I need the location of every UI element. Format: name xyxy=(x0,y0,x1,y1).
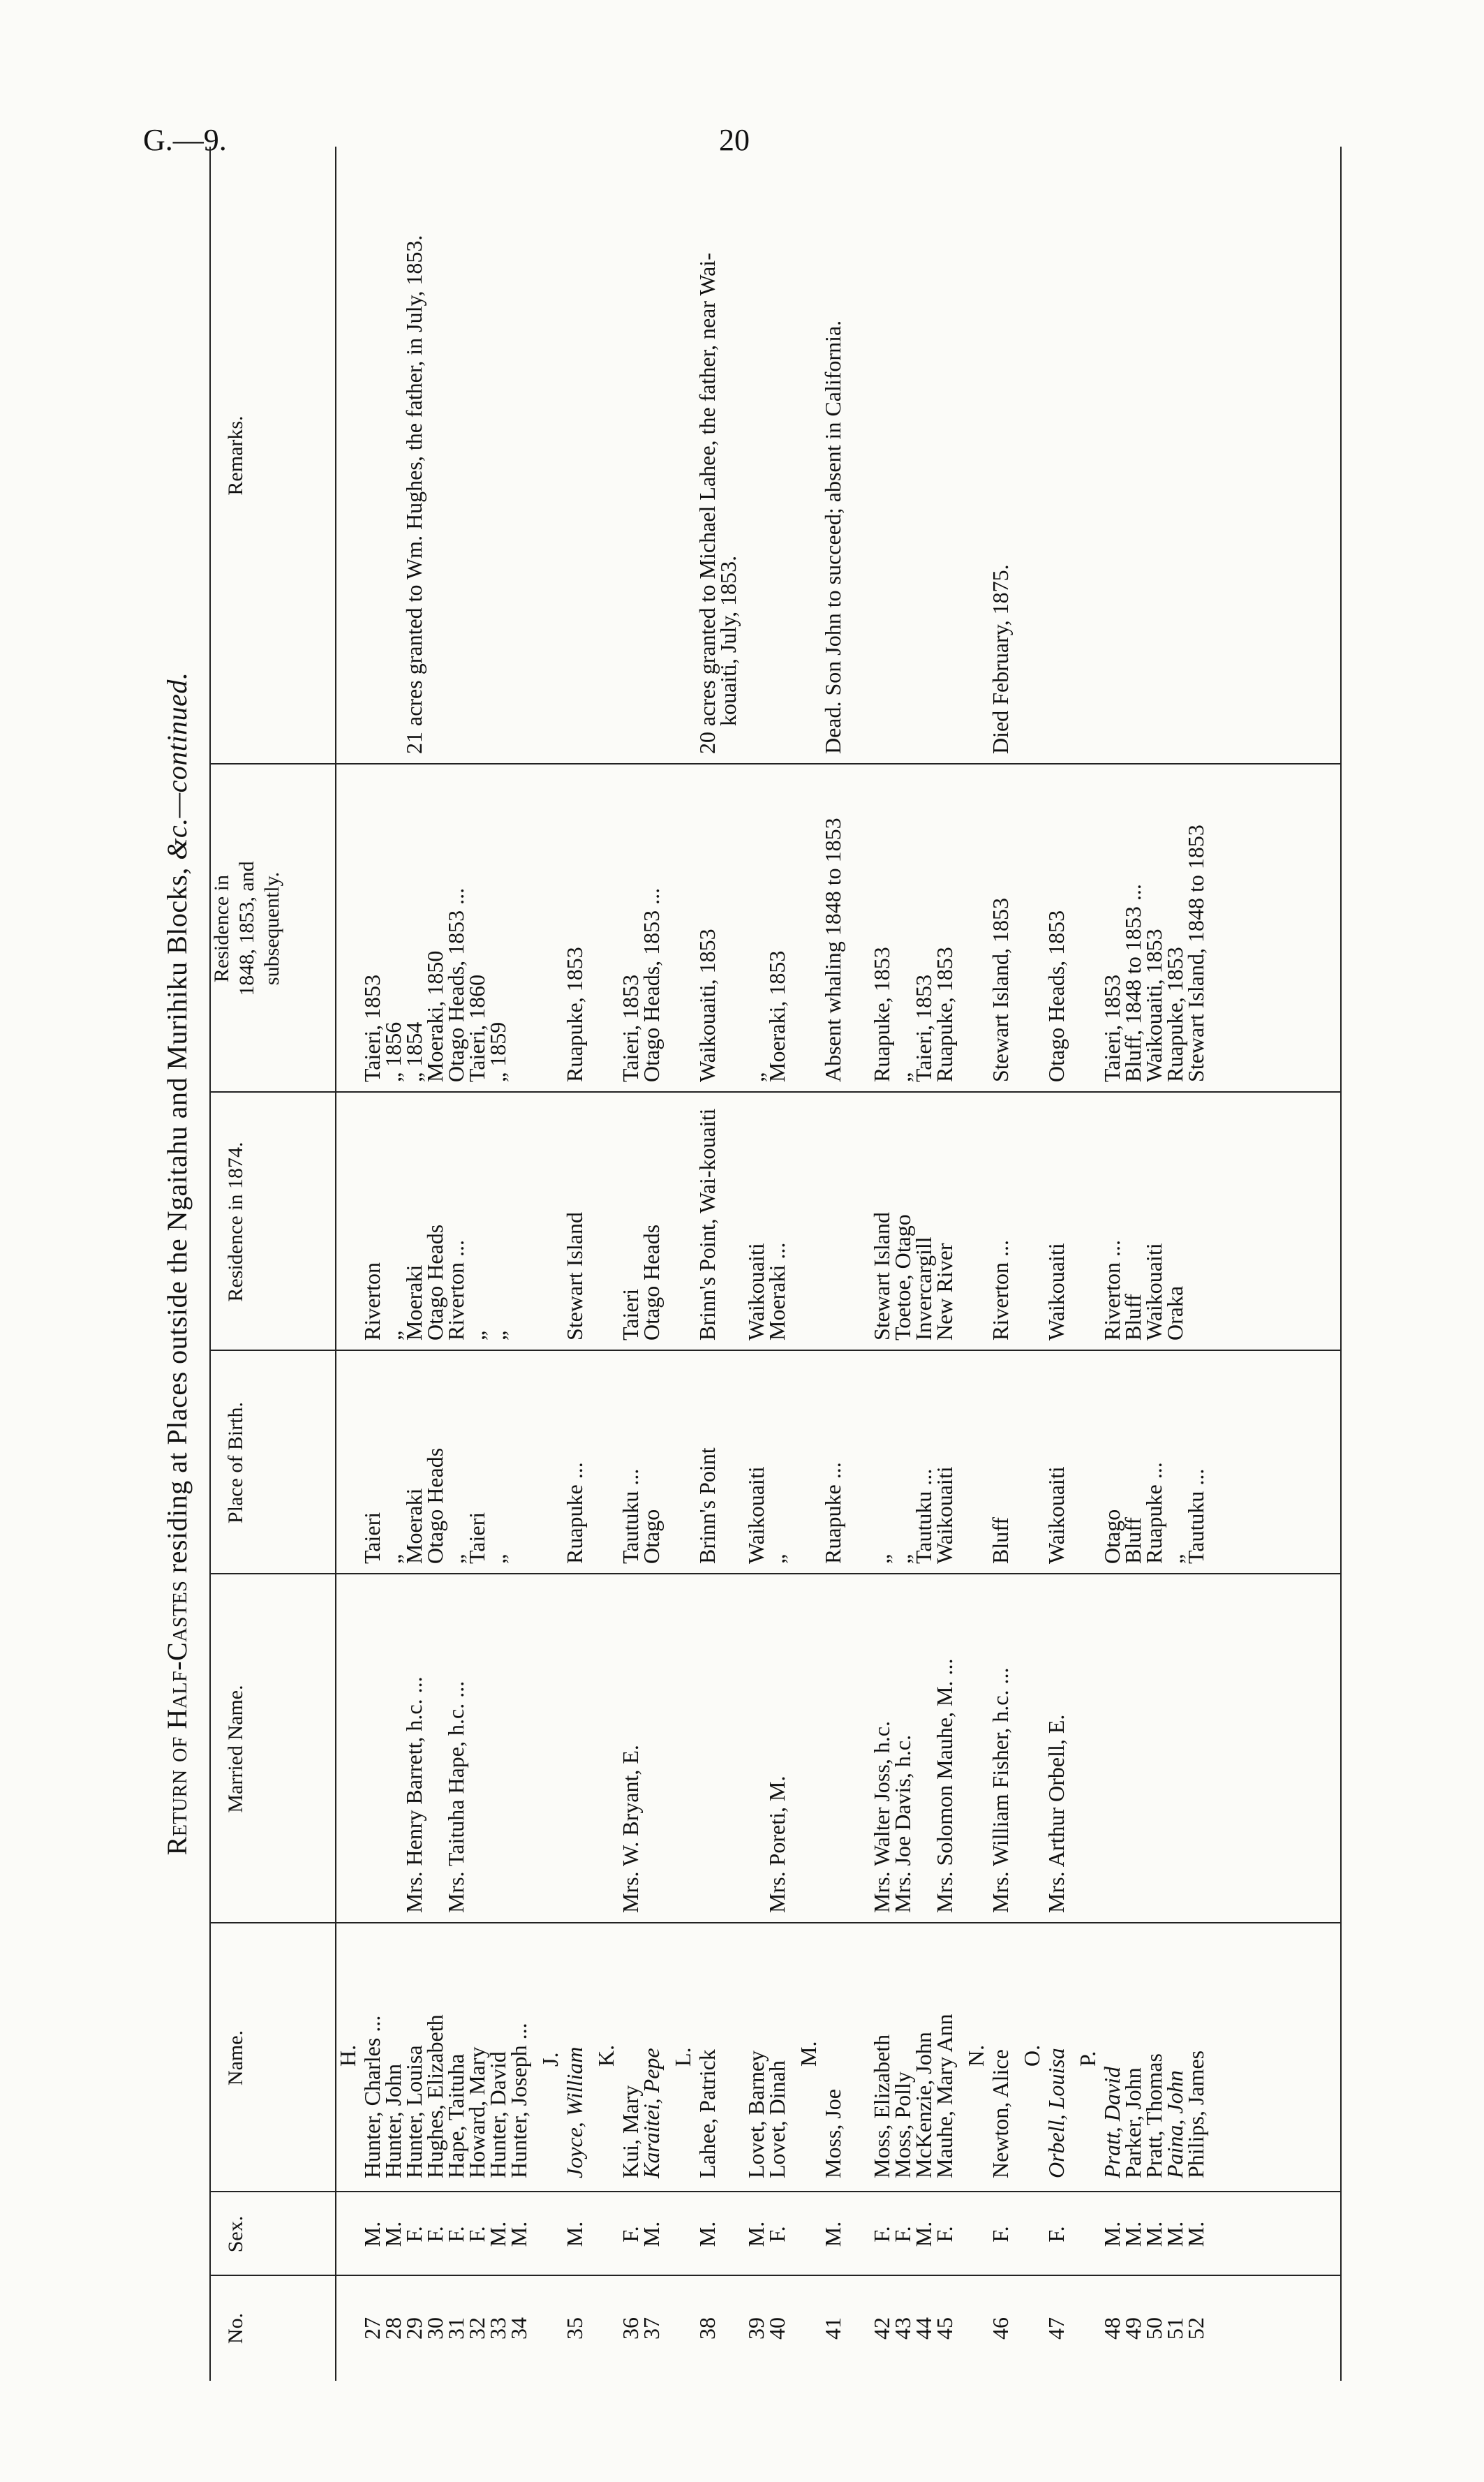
cell-name: McKenzie, John xyxy=(911,2032,936,2178)
cell-birth: Waikouaiti xyxy=(743,1466,769,1564)
col-header-remarks: Remarks. xyxy=(224,415,247,496)
cell-res1874: Stewart Island xyxy=(562,1212,587,1340)
cell-birth: Ruapuke ... xyxy=(1141,1462,1166,1564)
remark-r3: Dead. Son John to succeed; absent in California. xyxy=(820,320,845,754)
cell-res1874: „ xyxy=(485,1330,510,1340)
letter-heading: K. xyxy=(593,2044,618,2067)
cell-name: Lovet, Barney xyxy=(743,2050,769,2178)
cell-sex: M. xyxy=(506,2221,531,2247)
col-separator xyxy=(209,1922,1340,1923)
cell-name: Joyce, William xyxy=(562,2046,587,2178)
cell-no: 31 xyxy=(443,2317,468,2340)
cell-married: Mrs. W. Bryant, E. xyxy=(618,1745,643,1913)
cell-hist: „ xyxy=(890,1072,915,1082)
col-separator xyxy=(209,1350,1340,1351)
cell-sex: M. xyxy=(743,2221,769,2247)
cell-res1874: Waikouaiti xyxy=(1141,1243,1166,1340)
cell-sex: M. xyxy=(1162,2221,1187,2247)
cell-sex: M. xyxy=(639,2221,664,2247)
cell-sex: M. xyxy=(359,2221,385,2247)
cell-sex: M. xyxy=(380,2221,406,2247)
cell-birth: Waikouaiti xyxy=(932,1466,957,1564)
cell-married: Mrs. Walter Joss, h.c. xyxy=(869,1720,894,1913)
cell-sex: F. xyxy=(988,2226,1013,2243)
cell-sex: M. xyxy=(695,2221,720,2247)
cell-birth: „ xyxy=(764,1553,789,1564)
cell-res1874: Otago Heads xyxy=(422,1224,447,1340)
col-header-name: Name. xyxy=(224,2030,247,2086)
cell-name: Lahee, Patrick xyxy=(695,2049,720,2178)
res-hist-line: 1848, 1853, and xyxy=(235,861,258,996)
cell-res1874: Riverton xyxy=(359,1262,385,1340)
cell-no: 35 xyxy=(562,2317,587,2340)
cell-hist: „ 1854 xyxy=(401,1021,426,1082)
cell-hist: Taieri, 1853 xyxy=(1099,974,1125,1082)
cell-married: Mrs. Henry Barrett, h.c. ... xyxy=(401,1676,426,1913)
letter-heading: O. xyxy=(1019,2044,1044,2067)
cell-birth: Otago xyxy=(1099,1509,1125,1564)
cell-name: Hunter, David xyxy=(485,2051,510,2178)
cell-no: 42 xyxy=(869,2317,894,2340)
cell-res1874: Waikouaiti xyxy=(743,1243,769,1340)
cell-sex: M. xyxy=(1141,2221,1166,2247)
cell-hist: Absent whaling 1848 to 1853 xyxy=(820,818,845,1082)
cell-hist: Moeraki, 1850 xyxy=(422,950,447,1082)
cell-res1874: Oraka xyxy=(1162,1285,1187,1340)
col-separator xyxy=(209,1091,1340,1093)
cell-birth: „ xyxy=(1162,1553,1187,1564)
table-bottom-rule xyxy=(1340,147,1342,2381)
cell-res1874: Taieri xyxy=(618,1288,643,1340)
cell-birth: Ruapuke ... xyxy=(820,1462,845,1564)
cell-birth: Taieri xyxy=(359,1512,385,1564)
cell-sex: M. xyxy=(1183,2221,1208,2247)
cell-sex: F. xyxy=(932,2226,957,2243)
cell-name: Pratt, Thomas xyxy=(1141,2053,1166,2178)
cell-married: Mrs. William Fisher, h.c. ... xyxy=(988,1667,1013,1913)
document-id: G.—9. xyxy=(143,123,227,157)
table-title xyxy=(161,147,193,2381)
cell-name: Hunter, John xyxy=(380,2063,406,2178)
cell-res1874: Waikouaiti xyxy=(1044,1243,1069,1340)
cell-married: Mrs. Joe Davis, h.c. xyxy=(890,1734,915,1913)
col-header-res1874: Residence in 1874. xyxy=(224,1142,247,1302)
cell-name: Hunter, Joseph ... xyxy=(506,2023,531,2178)
cell-name: Orbell, Louisa xyxy=(1044,2048,1069,2178)
cell-birth: „ xyxy=(890,1553,915,1564)
cell-res1874: „ xyxy=(380,1330,406,1340)
cell-hist: Ruapuke, 1853 xyxy=(1162,947,1187,1082)
col-separator xyxy=(209,763,1340,764)
cell-res1874: „ xyxy=(464,1330,489,1340)
cell-name: Hunter, Louisa xyxy=(401,2045,426,2178)
cell-birth: Ruapuke ... xyxy=(562,1462,587,1564)
cell-birth: Tautuku ... xyxy=(1183,1468,1208,1564)
cell-name: Moss, Polly xyxy=(890,2071,915,2178)
cell-birth: Waikouaiti xyxy=(1044,1466,1069,1564)
cell-sex: M. xyxy=(911,2221,936,2247)
letter-heading: J. xyxy=(537,2052,563,2067)
cell-res1874: Bluff xyxy=(1120,1294,1145,1340)
title-suffix: &c.—continued. xyxy=(161,672,193,860)
cell-name: Karaitei, Pepe xyxy=(639,2048,664,2178)
cell-no: 30 xyxy=(422,2317,447,2340)
remark-r4: Died February, 1875. xyxy=(988,564,1013,754)
title-middle: residing at Places outside the Ngaitahu and Murihiku Blocks, xyxy=(161,859,193,1581)
cell-no: 27 xyxy=(359,2317,385,2340)
letter-heading: H. xyxy=(335,2044,360,2067)
letter-heading: L. xyxy=(670,2047,695,2067)
col-header-birth: Place of Birth. xyxy=(224,1401,247,1524)
cell-no: 50 xyxy=(1141,2317,1166,2340)
cell-sex: F. xyxy=(869,2226,894,2243)
cell-name: Hughes, Elizabeth xyxy=(422,2014,447,2178)
cell-no: 51 xyxy=(1162,2317,1187,2340)
cell-name: Hape, Taituha xyxy=(443,2053,468,2178)
cell-name: Lovet, Dinah xyxy=(764,2060,789,2178)
res-hist-line: Residence in xyxy=(210,874,233,983)
cell-hist: Otago Heads, 1853 xyxy=(1044,910,1069,1082)
cell-birth: Brinn's Point xyxy=(695,1447,720,1564)
cell-birth: „ xyxy=(485,1553,510,1564)
cell-no: 29 xyxy=(401,2317,426,2340)
cell-sex: M. xyxy=(820,2221,845,2247)
cell-hist: Taieri, 1853 xyxy=(911,974,936,1082)
cell-sex: F. xyxy=(618,2226,643,2243)
cell-res1874: New River xyxy=(932,1243,957,1340)
table-top-rule xyxy=(209,147,211,2381)
cell-no: 52 xyxy=(1183,2317,1208,2340)
cell-no: 40 xyxy=(764,2317,789,2340)
cell-name: Moss, Joe xyxy=(820,2088,845,2178)
cell-hist: Waikouaiti, 1853 xyxy=(695,929,720,1082)
cell-sex: M. xyxy=(1099,2221,1125,2247)
col-header-no: No. xyxy=(224,2312,247,2344)
rotated-table xyxy=(161,147,1361,2381)
cell-birth: Bluff xyxy=(1120,1517,1145,1564)
cell-birth: „ xyxy=(380,1553,406,1564)
cell-name: Paina, John xyxy=(1162,2070,1187,2178)
remark-r2b: kouaiti, July, 1853. xyxy=(715,555,741,726)
cell-married: Mrs. Poreti, M. xyxy=(764,1775,789,1913)
cell-married: Mrs. Solomon Mauhe, M. ... xyxy=(932,1658,957,1913)
cell-birth: „ xyxy=(869,1553,894,1564)
cell-hist: Otago Heads, 1853 ... xyxy=(639,887,664,1082)
cell-name: Philips, James xyxy=(1183,2050,1208,2178)
cell-name: Hunter, Charles ... xyxy=(359,2015,385,2178)
cell-hist: Taieri, 1853 xyxy=(359,974,385,1082)
cell-no: 47 xyxy=(1044,2317,1069,2340)
cell-sex: F. xyxy=(1044,2226,1069,2243)
cell-sex: F. xyxy=(764,2226,789,2243)
cell-res1874: Riverton ... xyxy=(1099,1240,1125,1340)
cell-name: Pratt, David xyxy=(1099,2067,1125,2178)
title-prefix: Return of Half-Castes xyxy=(161,1580,193,1856)
cell-no: 37 xyxy=(639,2317,664,2340)
cell-res1874: Otago Heads xyxy=(639,1224,664,1340)
cell-res1874: Moeraki ... xyxy=(764,1242,789,1340)
cell-sex: F. xyxy=(422,2226,447,2243)
col-separator xyxy=(209,1573,1340,1574)
remark-r2a: 20 acres granted to Michael Lahee, the father, near Wai- xyxy=(695,253,720,754)
cell-res1874: Riverton ... xyxy=(443,1240,468,1340)
cell-hist: „ 1859 xyxy=(485,1021,510,1082)
cell-no: 36 xyxy=(618,2317,643,2340)
cell-res1874: Stewart Island xyxy=(869,1212,894,1340)
cell-sex: M. xyxy=(562,2221,587,2247)
cell-married: Mrs. Taituha Hape, h.c. ... xyxy=(443,1680,468,1913)
cell-res1874: Invercargill xyxy=(911,1236,936,1340)
cell-no: 43 xyxy=(890,2317,915,2340)
cell-hist: „ xyxy=(743,1072,769,1082)
cell-sex: F. xyxy=(464,2226,489,2243)
cell-hist: „ 1856 xyxy=(380,1021,406,1082)
cell-sex: F. xyxy=(443,2226,468,2243)
cell-married: Mrs. Arthur Orbell, E. xyxy=(1044,1714,1069,1913)
cell-no: 48 xyxy=(1099,2317,1125,2340)
cell-hist: Bluff, 1848 to 1853 ... xyxy=(1120,884,1145,1082)
cell-name: Mauhe, Mary Ann xyxy=(932,2014,957,2178)
cell-name: Newton, Alice xyxy=(988,2049,1013,2178)
cell-name: Howard, Mary xyxy=(464,2046,489,2178)
letter-heading: M. xyxy=(796,2041,821,2067)
cell-sex: F. xyxy=(401,2226,426,2243)
cell-sex: F. xyxy=(890,2226,915,2243)
cell-hist: Ruapuke, 1853 xyxy=(869,947,894,1082)
cell-res1874: Brinn's Point, Wai-kouaiti xyxy=(695,1108,720,1340)
cell-birth: Taieri xyxy=(464,1512,489,1564)
cell-res1874: Riverton ... xyxy=(988,1240,1013,1340)
res-hist-line: subsequently. xyxy=(260,871,283,986)
col-header-married: Married Name. xyxy=(224,1685,247,1813)
cell-hist: Waikouaiti, 1853 xyxy=(1141,929,1166,1082)
cell-hist: Ruapuke, 1853 xyxy=(932,947,957,1082)
cell-birth: Bluff xyxy=(988,1517,1013,1564)
letter-heading: N. xyxy=(963,2044,988,2067)
cell-hist: Taieri, 1860 xyxy=(464,974,489,1082)
cell-no: 28 xyxy=(380,2317,406,2340)
cell-birth: „ xyxy=(443,1553,468,1564)
cell-no: 32 xyxy=(464,2317,489,2340)
cell-hist: Otago Heads, 1853 ... xyxy=(443,887,468,1082)
cell-hist: Stewart Island, 1853 xyxy=(988,898,1013,1082)
cell-birth: Tautuku ... xyxy=(911,1468,936,1564)
col-header-sex: Sex. xyxy=(224,2215,247,2253)
cell-no: 44 xyxy=(911,2317,936,2340)
remark-r1: 21 acres granted to Wm. Hughes, the father, in July, 1853. xyxy=(401,235,426,754)
cell-no: 46 xyxy=(988,2317,1013,2340)
cell-name: Moss, Elizabeth xyxy=(869,2034,894,2178)
cell-res1874: Moeraki xyxy=(401,1264,426,1340)
cell-no: 41 xyxy=(820,2317,845,2340)
col-header-res-history xyxy=(209,764,285,1093)
cell-name: Kui, Mary xyxy=(618,2085,643,2178)
cell-no: 45 xyxy=(932,2317,957,2340)
cell-sex: M. xyxy=(485,2221,510,2247)
cell-no: 39 xyxy=(743,2317,769,2340)
cell-name: Parker, John xyxy=(1120,2067,1145,2178)
letter-heading: P. xyxy=(1075,2051,1100,2067)
cell-birth: Otago xyxy=(639,1509,664,1564)
cell-hist: Moeraki, 1853 xyxy=(764,950,789,1082)
cell-hist: Taieri, 1853 xyxy=(618,974,643,1082)
page-number: 20 xyxy=(719,123,750,157)
cell-hist: Stewart Island, 1848 to 1853 xyxy=(1183,825,1208,1082)
cell-birth: Otago Heads xyxy=(422,1447,447,1564)
cell-no: 34 xyxy=(506,2317,531,2340)
cell-no: 38 xyxy=(695,2317,720,2340)
cell-no: 49 xyxy=(1120,2317,1145,2340)
cell-sex: M. xyxy=(1120,2221,1145,2247)
cell-birth: Moeraki xyxy=(401,1488,426,1564)
cell-hist: Ruapuke, 1853 xyxy=(562,947,587,1082)
cell-no: 33 xyxy=(485,2317,510,2340)
cell-birth: Tautuku ... xyxy=(618,1468,643,1564)
cell-res1874: Toetoe, Otago xyxy=(890,1214,915,1340)
